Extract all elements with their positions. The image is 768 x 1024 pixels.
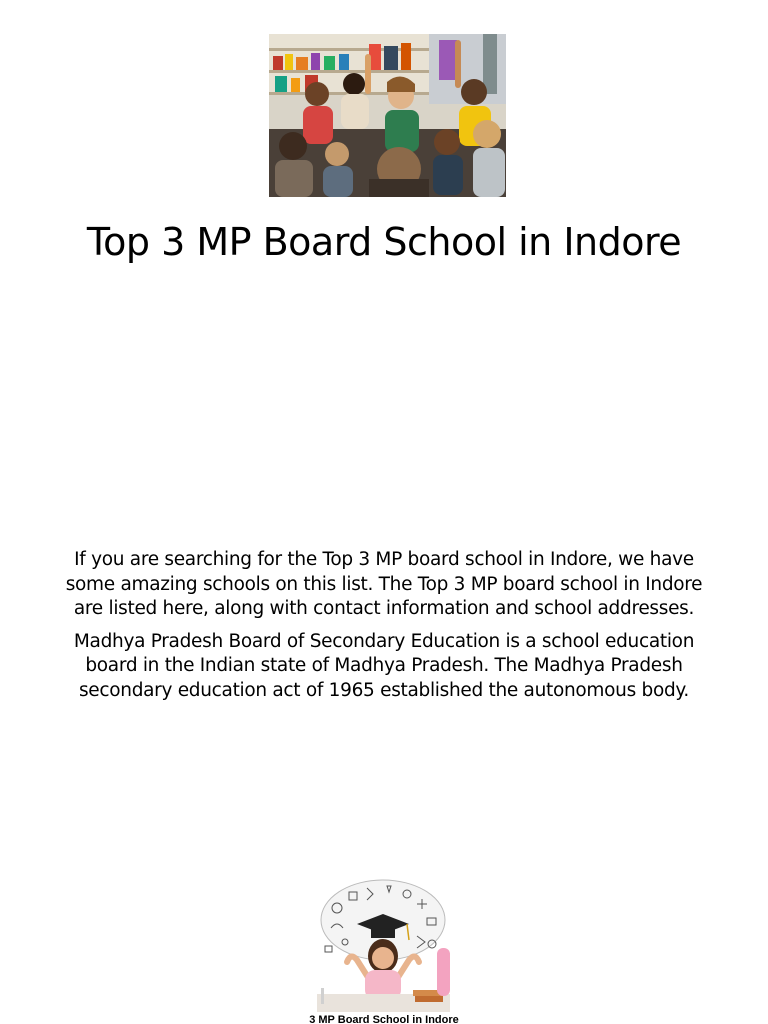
classroom-photo bbox=[269, 34, 506, 197]
graduation-illustration bbox=[317, 878, 450, 1012]
body-text bbox=[50, 548, 718, 711]
intro-paragraph: If you are searching for the Top 3 MP board school in Indore, we have some amazing schools on this list. The Top 3 MP board school in Indore are listed here, along with contact information and school addresses. bbox=[65, 549, 703, 619]
image-caption: 3 MP Board School in Indore bbox=[309, 1014, 459, 1024]
board-paragraph: Madhya Pradesh Board of Secondary Education is a school education board in the Indian state of Madhya Pradesh. The Madhya Pradesh secondary education act of 1965 established the autonomous body. bbox=[73, 630, 695, 701]
page-title: Top 3 MP Board School in Indore bbox=[86, 220, 682, 264]
